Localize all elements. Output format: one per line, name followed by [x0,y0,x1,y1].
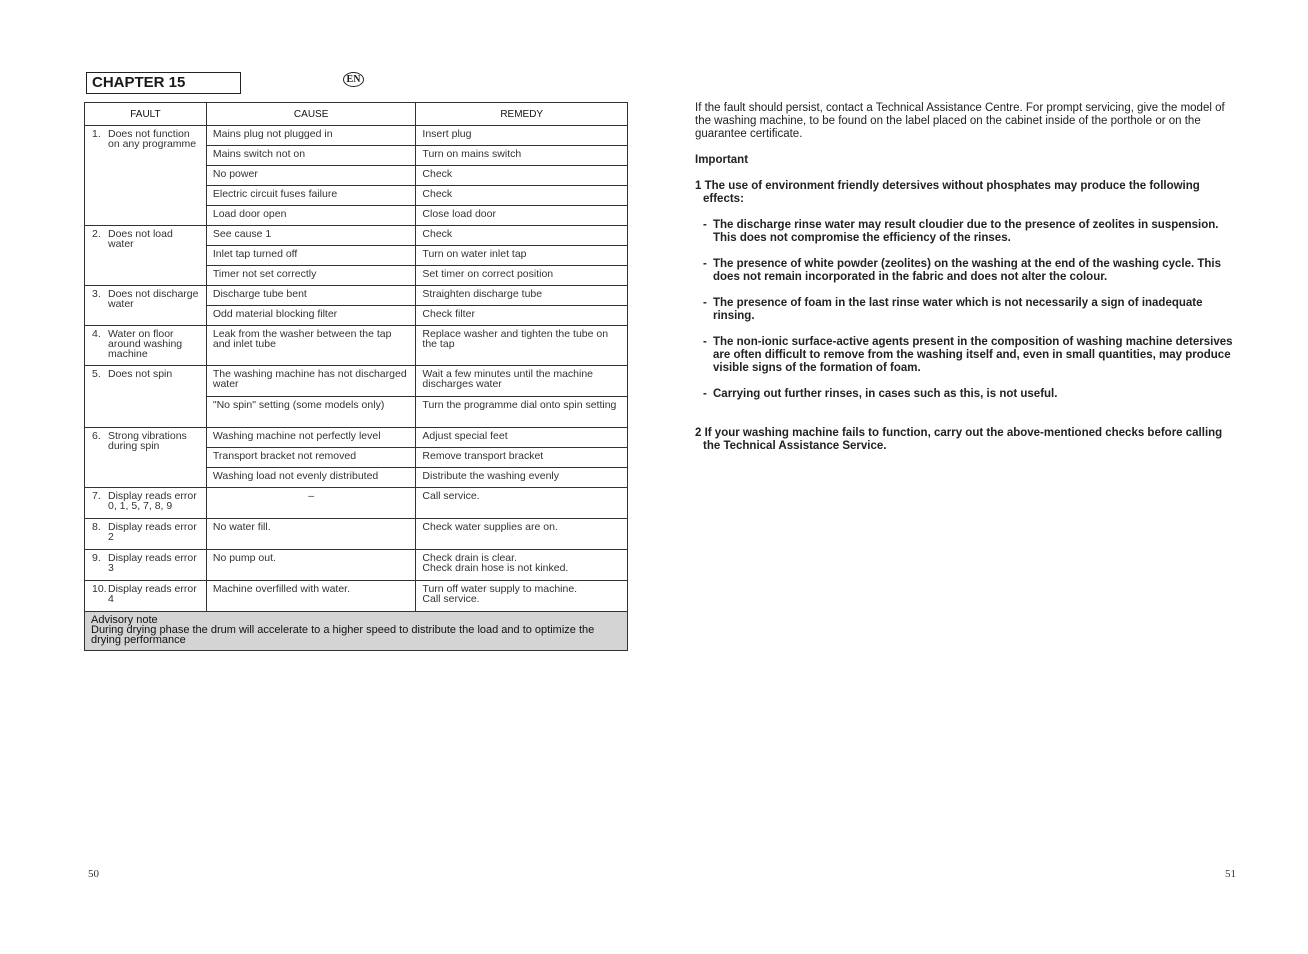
fault-cell [85,226,207,286]
remedy-cell: Check water supplies are on. [416,519,628,550]
remedy-line: Check drain is clear. [422,552,517,564]
left-page-number: 50 [88,868,99,880]
fault-number: 7. [92,490,101,502]
effects-list [695,219,1235,401]
fault-number: 2. [92,228,101,240]
fault-text: Water on floor around washing machine [108,328,183,360]
fault-text: Display reads error 0, 1, 5, 7, 8, 9 [108,490,197,512]
cause-cell: Machine overfilled with water. [206,581,416,612]
remedy-cell: Replace washer and tighten the tube on the tap [416,326,628,366]
remedy-cell: Adjust special feet [416,428,628,448]
list-item: - The presence of foam in the last rinse water which is not necessarily a sign of inadequate rinsing. [703,297,1203,322]
fault-cell [85,519,207,550]
item-2: 2 If your washing machine fails to function, carry out the above-mentioned checks before calling the Technical Assistance Service. [695,427,1223,452]
cause-cell: Leak from the washer between the tap and inlet tube [206,326,416,366]
fault-number: 9. [92,552,101,564]
table-header-row [85,103,628,126]
cause-cell: Washing machine not perfectly level [206,428,416,448]
remedy-cell: Turn on water inlet tap [416,246,628,266]
remedy-cell: Wait a few minutes until the machine discharges water [416,366,628,397]
table-row [85,326,628,366]
fault-text: Does not discharge water [108,288,199,310]
advisory-text: During drying phase the drum will accelerate to a higher speed to distribute the load and to optimize the drying performance [91,624,595,646]
fault-cell [85,286,207,326]
table-row [85,581,628,612]
right-page-number: 51 [1225,868,1236,880]
cause-cell: Electric circuit fuses failure [206,186,416,206]
remedy-cell: Turn on mains switch [416,146,628,166]
remedy-cell: Turn the programme dial onto spin setting [416,397,628,428]
header-remedy: REMEDY [416,103,628,126]
list-item: - The non-ionic surface-active agents present in the composition of washing machine detersives are often difficult to remove from the washing itself and, even in small quantities, may produce visible signs of the formation of foam. [703,336,1233,374]
fault-text: Does not spin [108,368,173,380]
fault-text: Display reads error 3 [108,552,197,574]
chapter-title: CHAPTER 15 [86,72,241,94]
cause-cell: Transport bracket not removed [206,448,416,468]
cause-cell: See cause 1 [206,226,416,246]
fault-number: 6. [92,430,101,442]
item-1: 1 The use of environment friendly detersives without phosphates may produce the following effects: [695,180,1200,205]
fault-text: Strong vibrations during spin [108,430,187,452]
cause-cell: No pump out. [206,550,416,581]
cause-cell: Discharge tube bent [206,286,416,306]
table-row [85,366,628,397]
remedy-line: Check drain hose is not kinked. [422,562,569,574]
remedy-cell: Remove transport bracket [416,448,628,468]
remedy-cell: Check [416,186,628,206]
advisory-row [85,612,628,651]
language-badge: EN [343,72,364,87]
fault-number: 1. [92,128,101,140]
fault-cell [85,126,207,226]
cause-cell: Mains plug not plugged in [206,126,416,146]
advisory-note [85,612,628,651]
fault-text: Display reads error 2 [108,521,197,543]
cause-cell: "No spin" setting (some models only) [206,397,416,428]
fault-cell [85,581,207,612]
right-page-content [695,102,1235,453]
remedy-cell: Insert plug [416,126,628,146]
remedy-line: Turn off water supply to machine. [422,583,578,595]
cause-cell: Odd material blocking filter [206,306,416,326]
fault-table [84,102,628,651]
cause-cell: Load door open [206,206,416,226]
list-item: - Carrying out further rinses, in cases such as this, is not useful. [703,388,1058,400]
intro-paragraph: If the fault should persist, contact a Technical Assistance Centre. For prompt servicing, give the model of the washing machine, to be found on the label placed on the cabinet inside of the porthole or on the guarantee certificate. [695,102,1225,140]
remedy-cell: Distribute the washing evenly [416,468,628,488]
fault-cell [85,550,207,581]
cause-cell: Washing load not evenly distributed [206,468,416,488]
cause-cell: The washing machine has not discharged water [206,366,416,397]
fault-number: 5. [92,368,101,380]
cause-cell: Mains switch not on [206,146,416,166]
fault-text: Does not load water [108,228,173,250]
table-row [85,519,628,550]
remedy-cell: Check filter [416,306,628,326]
header-cause: CAUSE [206,103,416,126]
cause-cell: No power [206,166,416,186]
table-row [85,226,628,246]
list-item: - The discharge rinse water may result cloudier due to the presence of zeolites in suspension. This does not compromise the efficiency of the rinses. [703,219,1219,244]
list-item: - The presence of white powder (zeolites) on the washing at the end of the washing cycle. This does not remain incorporated in the fabric and does not alter the colour. [703,258,1221,283]
remedy-cell: Set timer on correct position [416,266,628,286]
fault-text: Does not function on any programme [108,128,197,150]
table-row [85,126,628,146]
cause-cell: – [206,488,416,519]
remedy-cell: Check [416,166,628,186]
fault-cell [85,428,207,488]
remedy-cell: Call service. [416,488,628,519]
table-row [85,550,628,581]
fault-number: 3. [92,288,101,300]
fault-number: 8. [92,521,101,533]
remedy-cell [416,581,628,612]
cause-cell: Timer not set correctly [206,266,416,286]
fault-cell [85,366,207,428]
table-row [85,488,628,519]
remedy-cell: Close load door [416,206,628,226]
table-row [85,428,628,448]
important-heading: Important [695,154,749,166]
cause-cell: Inlet tap turned off [206,246,416,266]
cause-cell: No water fill. [206,519,416,550]
fault-text: Display reads error 4 [108,583,197,605]
fault-cell [85,488,207,519]
header-fault: FAULT [85,103,207,126]
remedy-line: Call service. [422,593,480,605]
advisory-title: Advisory note [91,614,158,626]
fault-cell [85,326,207,366]
remedy-cell: Check [416,226,628,246]
table-row [85,286,628,306]
fault-number: 10. [92,583,107,595]
remedy-cell: Straighten discharge tube [416,286,628,306]
fault-number: 4. [92,328,101,340]
remedy-cell [416,550,628,581]
